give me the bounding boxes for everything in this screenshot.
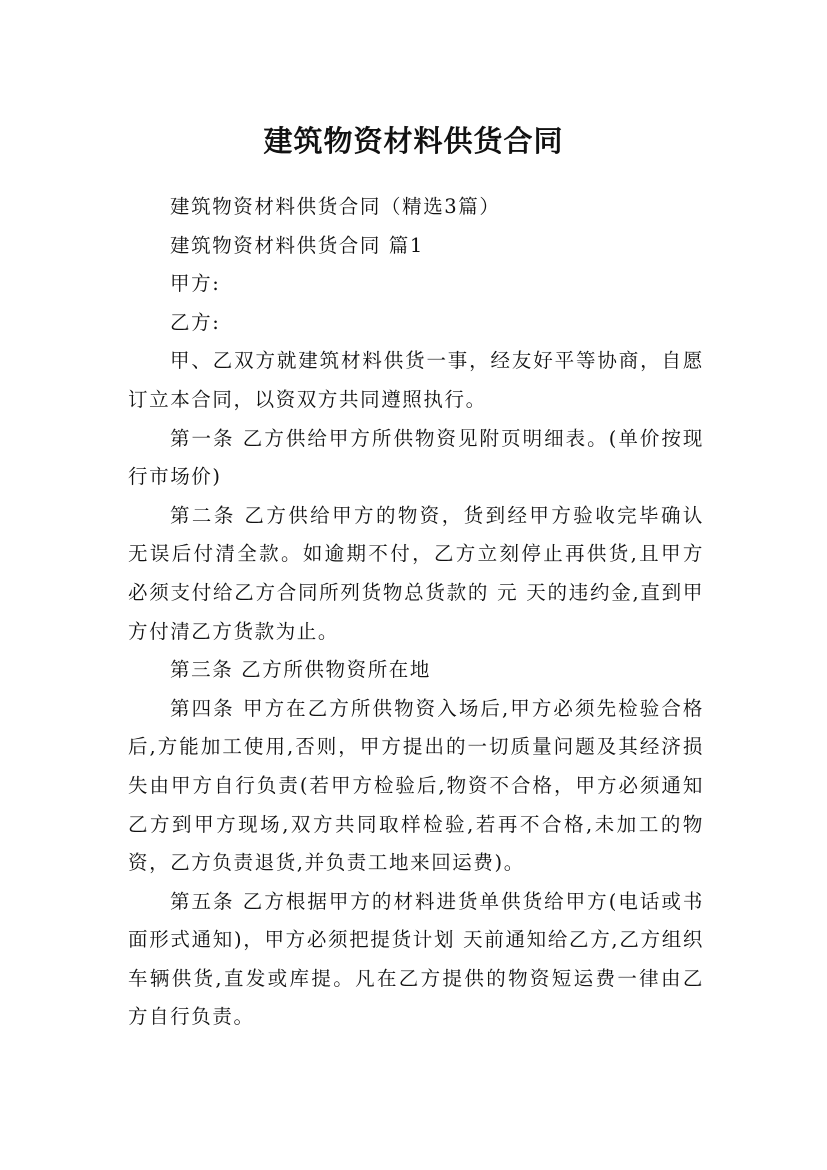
party-a-label: 甲方: bbox=[170, 272, 221, 296]
article-2-paragraph: 第二条 乙方供给甲方的物资，货到经甲方验收完毕确认无误后付清全款。如逾期不付，乙方立刻停止再供货,且甲方必须支付给乙方合同所列货物总货款的 元 天的违约金,直到甲方付清乙方货款为止。 bbox=[128, 503, 704, 643]
article-3-paragraph: 第三条 乙方所供物资所在地 bbox=[170, 658, 431, 682]
article-5-paragraph: 第五条 乙方根据甲方的材料进货单供货给甲方(电话或书面形式通知)，甲方必须把提货计划 天前通知给乙方,乙方组织车辆供货,直发或库提。凡在乙方提供的物资短运费一律由乙方自行负责。 bbox=[128, 889, 704, 1029]
document-body bbox=[128, 188, 704, 1037]
intro-paragraph: 甲、乙双方就建筑材料供货一事，经友好平等协商，自愿订立本合同，以资双方共同遵照执行。 bbox=[128, 349, 704, 411]
document-title: 建筑物资材料供货合同 bbox=[263, 124, 564, 159]
article-1-paragraph: 第一条 乙方供给甲方所供物资见附页明细表。(单价按现行市场价) bbox=[128, 426, 704, 489]
article-4-paragraph: 第四条 甲方在乙方所供物资入场后,甲方必须先检验合格后,方能加工使用,否则，甲方提出的一切质量问题及其经济损失由甲方自行负责(若甲方检验后,物资不合格，甲方必须通知乙方到甲方现场,双方共同取样检验,若再不合格,未加工的物资，乙方负责退货,并负责工地来回运费)。 bbox=[128, 696, 704, 875]
subtitle-paragraph: 建筑物资材料供货合同（精选3篇） bbox=[170, 195, 501, 218]
section-heading: 建筑物资材料供货合同 篇1 bbox=[170, 233, 424, 257]
party-b-label: 乙方: bbox=[170, 310, 221, 334]
